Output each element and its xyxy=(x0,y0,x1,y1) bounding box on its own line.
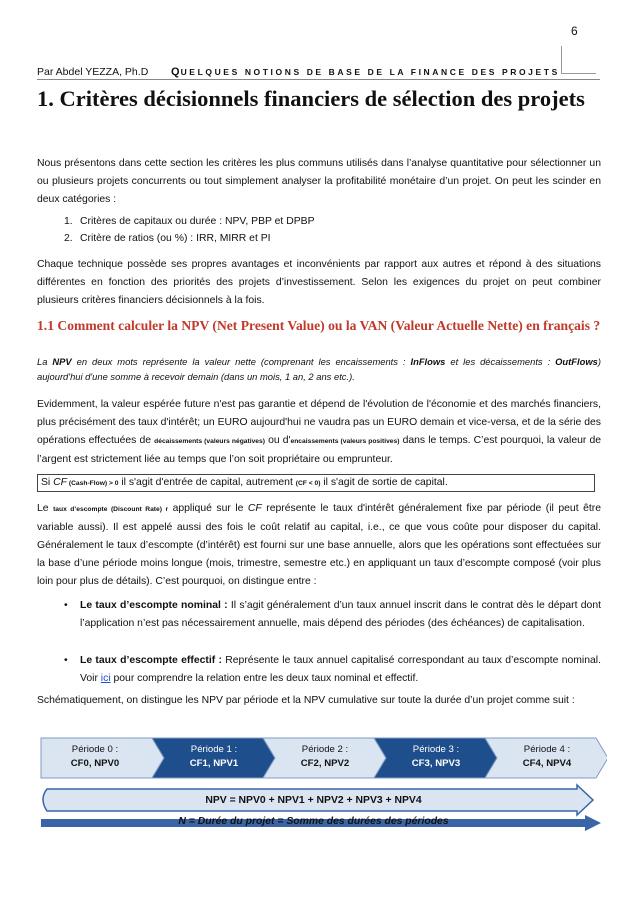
duration-formula: N = Durée du projet = Somme des durées des périodes xyxy=(178,816,449,827)
bullet-description: Il s’agit généralement d’un taux annuel inscrit dans le contrat dès le départ dont l’application n’est pas nécessairement annuelle, mais dépend des périodes (des échéances) de capitalisation. xyxy=(80,600,601,629)
period-name: Période 4 : xyxy=(523,744,571,755)
techniques-paragraph: Chaque technique possède ses propres avantages et inconvénients par rapport aux autres et répond à des situations différentes en fonction des priorités des projets d’investissement. Selon les exigences du projet on peut combiner plusieurs critères financiers décisionnels à la fois. xyxy=(37,259,601,306)
box-small-text: (CF < 0) xyxy=(295,480,321,487)
def-text: La xyxy=(37,356,53,367)
header-title-rest: UELQUES NOTIONS DE BASE DE LA FINANCE DES PROJETS xyxy=(180,67,560,77)
period-value: CF2, NPV2 xyxy=(300,758,350,769)
def-text: en deux mots représente la valeur nette (comprenant les encaissements : xyxy=(71,356,411,367)
bullet-term: Le taux d’escompte effectif : xyxy=(80,655,222,666)
period-value: CF3, NPV3 xyxy=(411,758,461,769)
bullet-term: Le taux d’escompte nominal : xyxy=(80,600,228,611)
def-text: ) aujourd'hui d'une somme à recevoir demain (dans un mois, 1 an, 2 ans etc.). xyxy=(37,356,601,382)
chapter-title: 1. Critères décisionnels financiers de sélection des projets xyxy=(37,86,585,111)
def-inflows: InFlows xyxy=(410,356,446,367)
box-cf: CF xyxy=(53,477,67,488)
paragraph-text: ou d xyxy=(264,435,289,446)
period-name: Période 0 : xyxy=(71,744,119,755)
period-label xyxy=(386,743,486,771)
discount-rate-paragraph xyxy=(37,500,601,591)
paragraph-text: dans le temps. C’est pourquoi, la valeur de l’argent est strictement liée au temps que l’on soit propriétaire ou emprunteur. xyxy=(37,435,602,465)
category-item xyxy=(64,214,315,230)
header-title xyxy=(171,66,560,78)
bullet-item xyxy=(64,597,601,633)
period-value: CF0, NPV0 xyxy=(70,758,120,769)
paragraph-text: Le xyxy=(37,503,54,514)
bullet-text xyxy=(80,652,601,688)
page-number: 6 xyxy=(571,24,578,38)
box-text: il s'agit d'entrée de capital, autrement xyxy=(118,477,296,488)
period-name: Période 2 : xyxy=(301,744,349,755)
npv-period-diagram xyxy=(37,735,607,835)
def-outflows: OutFlows xyxy=(555,356,598,367)
bullet-item xyxy=(64,652,601,688)
paragraph-text: appliqué sur le xyxy=(168,503,248,514)
schematic-paragraph: Schématiquement, on distingue les NPV par période et la NPV cumulative sur toute la durée d’un projet comme suit : xyxy=(37,695,575,706)
category-item xyxy=(64,231,271,247)
npv-definition xyxy=(37,354,601,384)
bullet-description: Représente le taux annuel capitalisé correspondant au taux d’escompte nominal. Voir xyxy=(80,655,601,684)
period-label xyxy=(164,743,264,771)
page-number-box xyxy=(561,46,596,74)
category-text: Critères de capitaux ou durée : NPV, PBP et DPBP xyxy=(80,216,315,227)
category-text: Critère de ratios (ou %) : IRR, MIRR et PI xyxy=(80,233,271,244)
paragraph-small-text: encaissements (valeurs positives) xyxy=(290,438,400,445)
category-number: 1. xyxy=(64,216,73,227)
ici-link[interactable]: ici xyxy=(100,673,111,684)
paragraph-text: Evidemment, la valeur espérée future n'est pas garantie et dépend de l'évolution de l'économie et des marchés financiers, plus précisément des taux d'intérêt; un EURO aujourd'hui ne vaudra pas un EURO demain et vice-versa, et de la série des opérations effectuées de xyxy=(37,399,601,446)
period-value: CF4, NPV4 xyxy=(522,758,572,769)
def-npv: NPV xyxy=(52,356,72,367)
npv-sum-formula: NPV = NPV0 + NPV1 + NPV2 + NPV3 + NPV4 xyxy=(205,795,422,806)
box-text: Si xyxy=(41,477,54,488)
header-rule xyxy=(37,79,600,80)
bullet-description: pour comprendre la relation entre les deux taux nominal et effectif. xyxy=(110,673,419,684)
paragraph-cf: CF xyxy=(247,503,262,514)
bullet-text xyxy=(80,597,601,633)
category-number: 2. xyxy=(64,233,73,244)
period-label xyxy=(275,743,375,771)
period-name: Période 1 : xyxy=(190,744,238,755)
bullet-icon: • xyxy=(64,600,68,611)
period-name: Période 3 : xyxy=(412,744,460,755)
period-label xyxy=(45,743,145,771)
paragraph-text: représente le taux d'intérêt généralement fixe par période (il peut être variable aussi). Il est appelé aussi des fois le coût relatif au capital, i.e., ce que vous coûte pour disposer du capital. Généralement le taux d’escompte (d’intérêt) est fourni sur une base annuelle, alors que les opérations sont effectuées sur la base d’une période moins longue (mois, trimestre, semestre etc.) en appliquant un taux d’escompte composé (voir plus loin pour plus de détails). C’est pourquoi, on distingue entre : xyxy=(37,503,601,587)
paragraph-small-text: décaissements (valeurs négatives) xyxy=(154,438,265,445)
period-value: CF1, NPV1 xyxy=(189,758,239,769)
cashflow-rule-box xyxy=(37,474,595,492)
def-text: et les décaissements : xyxy=(445,356,556,367)
header-author: Par Abdel YEZZA, Ph.D xyxy=(37,66,149,78)
header-title-initial: Q xyxy=(171,66,181,78)
intro-paragraph: Nous présentons dans cette section les critères les plus communs utilisés dans l’analyse quantitative pour sélectionner un ou plusieurs projets concurrents ou tout simplement analyser la profitabilité monétaire d’un projet. On peut les scinder en deux catégories : xyxy=(37,158,601,205)
bullet-icon: • xyxy=(64,655,68,666)
section-title: 1.1 Comment calculer la NPV (Net Present Value) ou la VAN (Valeur Actuelle Nette) en français ? xyxy=(37,318,601,333)
value-paragraph: Evidemment, la valeur espérée future n'est pas garantie et dépend de l'évolution de l'économie et des marchés financiers, plus précisément des taux d'intérêt; un EURO aujourd'hui ne vaudra pas un EURO demain et vice-versa, et de la série des opérations effectuées de décaissements (valeurs négatives) ou d'encaissements (valeurs positives) dans le temps. C’est pourquoi, la valeur de l’argent est strictement liée au temps que l’on soit propriétaire ou emprunteur. xyxy=(37,399,602,465)
box-text: il s'agit de sortie de capital. xyxy=(320,477,448,488)
box-small-text: (Cash-Flow) > 0 xyxy=(67,480,119,487)
period-label xyxy=(497,743,597,771)
paragraph-small-text: taux d’escompte (Discount Rate) r xyxy=(53,506,169,513)
